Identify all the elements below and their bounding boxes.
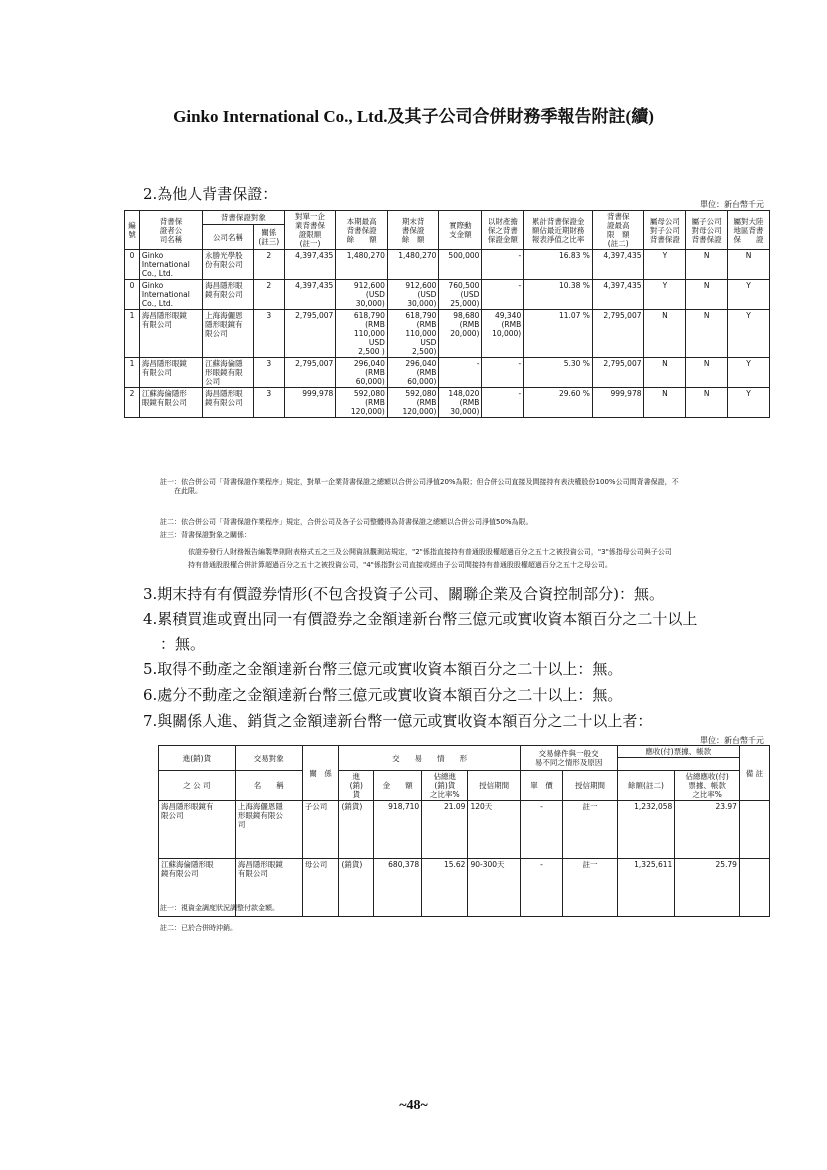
cell-no: 0	[125, 250, 140, 280]
cell-pct: 21.09	[422, 801, 468, 859]
cell-recvpct: 25.79	[675, 859, 740, 917]
cell-period: 90-300天	[468, 859, 520, 917]
cell-ratio: 11.07 %	[524, 310, 593, 358]
table-row	[125, 388, 770, 418]
cell-pct: 15.62	[422, 859, 468, 917]
cell-period2: 註一	[563, 801, 617, 859]
cell-max: 296,040 (RMB 60,000)	[336, 358, 388, 388]
cell-limit: 2,795,007	[284, 358, 336, 388]
col-ratio: 累計背書保證金 額佔最近期財務 報表淨值之比率	[524, 211, 593, 250]
note-3-detail: 依證券發行人財務報告編製準則附表格式五之三及公開資訊觀測站規定，"2"係指直接持有普通股股權超過百分之五十之被投資公司，"3"係指母公司與子公司 持有普通股股權合併計算超過百分之五十之被投資公司，"4"係指對公司直接或經由子公司間接持有普通股股權超過百分之五十之母公司。	[188, 548, 672, 570]
cell-maxlimit: 4,397,435	[592, 280, 644, 310]
note-3: 註三：背書保證對象之關係：	[160, 531, 251, 539]
cell-type: (銷貨)	[339, 801, 374, 859]
cell-actual: 98,680 (RMB 20,000)	[439, 310, 482, 358]
col-china: 屬對大陸 地區背書 保 證	[728, 211, 770, 250]
cell-collateral: -	[482, 358, 524, 388]
col-period2: 授信期間	[563, 771, 617, 801]
note2-2: 註二：已於合併時沖銷。	[160, 924, 237, 932]
cell-ratio: 5.30 %	[524, 358, 593, 388]
table-row	[125, 280, 770, 310]
col-type: 進 (銷) 貨	[339, 771, 374, 801]
cell-collateral: -	[482, 280, 524, 310]
cell-no: 0	[125, 280, 140, 310]
cell-collateral: 49,340 (RMB 10,000)	[482, 310, 524, 358]
col-endorser: 背書保 證者公 司名稱	[139, 211, 202, 250]
cell-end: 1,480,270	[387, 250, 439, 280]
unit-label-1: 單位：新台幣千元	[700, 200, 764, 209]
cell-p2s: Y	[644, 250, 686, 280]
endorsement-table	[124, 210, 770, 418]
col-transaction: 交 易 情 形	[339, 746, 520, 771]
cell-max: 592,080 (RMB 120,000)	[336, 388, 388, 418]
cell-end: 618,790 (RMB 110,000 USD 2,500)	[387, 310, 439, 358]
cell-p2s: Y	[644, 280, 686, 310]
cell-actual: 148,020 (RMB 30,000)	[439, 388, 482, 418]
item-5: 5.取得不動產之金額達新台幣三億元或實收資本額百分之二十以上：無。	[143, 660, 623, 678]
cell-collateral: -	[482, 388, 524, 418]
col-relation: 關 係	[302, 746, 339, 801]
col-name: 名 稱	[235, 771, 302, 801]
cell-type: (銷貨)	[339, 859, 374, 917]
cell-name: 海昌隱形眼鏡 有限公司	[235, 859, 302, 917]
cell-max: 1,480,270	[336, 250, 388, 280]
cell-max: 618,790 (RMB 110,000 USD 2,500 )	[336, 310, 388, 358]
cell-p2s: N	[644, 388, 686, 418]
cell-endorser: Ginko International Co., Ltd.	[139, 280, 202, 310]
cell-balance: 1,232,058	[617, 801, 675, 859]
col-target: 背書保證對象	[203, 211, 285, 225]
cell-price: -	[520, 801, 563, 859]
cell-endorser: Ginko International Co., Ltd.	[139, 250, 202, 280]
cell-china: Y	[728, 388, 770, 418]
related-party-table	[158, 745, 770, 917]
col-balance: 餘額(註二)	[617, 771, 675, 801]
cell-balance: 1,325,611	[617, 859, 675, 917]
cell-relation: 子公司	[302, 801, 339, 859]
cell-actual: 760,500 (USD 25,000)	[439, 280, 482, 310]
cell-maxlimit: 2,795,007	[592, 358, 644, 388]
cell-company: 海昌隱形眼 鏡有限公司	[203, 388, 254, 418]
cell-s2p: N	[686, 388, 728, 418]
col-remark: 備 註	[739, 746, 769, 801]
page-title: Ginko International Co., Ltd.及其子公司合併財務季報告附註(續)	[173, 107, 654, 126]
cell-s2p: N	[686, 280, 728, 310]
col-actual: 實際動 支金額	[439, 211, 482, 250]
cell-relation: 2	[253, 250, 284, 280]
cell-ratio: 10.38 %	[524, 280, 593, 310]
col-company: 公司名稱	[203, 225, 254, 250]
cell-limit: 4,397,435	[284, 280, 336, 310]
cell-limit: 999,978	[284, 388, 336, 418]
cell-maxlimit: 2,795,007	[592, 310, 644, 358]
col-price: 單 價	[520, 771, 563, 801]
cell-company: 永勝光學股 份有限公司	[203, 250, 254, 280]
section-2-heading: 2.為他人背書保證：	[143, 185, 278, 203]
cell-remark	[739, 859, 769, 917]
table-row	[125, 310, 770, 358]
cell-max: 912,600 (USD 30,000)	[336, 280, 388, 310]
col-party: 交易對象	[235, 746, 302, 771]
cell-maxlimit: 999,978	[592, 388, 644, 418]
cell-relation: 3	[253, 388, 284, 418]
cell-china: Y	[728, 358, 770, 388]
cell-company: 海昌隱形眼鏡有 限公司	[159, 801, 236, 859]
cell-endorser: 江蘇海倫隱形 眼鏡有限公司	[139, 388, 202, 418]
item-4-cont: ：無。	[160, 635, 206, 653]
item-3: 3.期末持有有價證券情形(不包含投資子公司、關聯企業及合資控制部分)：無。	[143, 585, 665, 603]
cell-s2p: N	[686, 358, 728, 388]
col-max: 本期最高 背書保證 餘 額	[336, 211, 388, 250]
cell-company: 海昌隱形眼 鏡有限公司	[203, 280, 254, 310]
cell-end: 592,080 (RMB 120,000)	[387, 388, 439, 418]
cell-company: 江蘇海倫隱 形眼鏡有限 公司	[203, 358, 254, 388]
cell-p2s: N	[644, 310, 686, 358]
cell-price: -	[520, 859, 563, 917]
cell-ratio: 29.60 %	[524, 388, 593, 418]
cell-no: 1	[125, 358, 140, 388]
col-diff: 交易條件與一般交 易不同之情形及原因	[520, 746, 617, 771]
cell-amount: 918,710	[374, 801, 422, 859]
unit-label-2: 單位：新台幣千元	[700, 736, 764, 745]
cell-no: 1	[125, 310, 140, 358]
table-row	[159, 801, 770, 859]
note2-1: 註一：視資金調度狀況調整付款金額。	[160, 904, 279, 912]
cell-ratio: 16.83 %	[524, 250, 593, 280]
cell-actual: -	[439, 358, 482, 388]
col-recv-pct: 佔總應收(付) 票據、帳款 之比率%	[675, 771, 740, 801]
cell-remark	[739, 801, 769, 859]
col-collateral: 以財產擔 保之背書 保證金額	[482, 211, 524, 250]
col-receivable: 應收(付)票據、帳款	[617, 746, 739, 758]
col-no: 編 號	[125, 211, 140, 250]
cell-limit: 2,795,007	[284, 310, 336, 358]
col-limit: 對單一企 業背書保 證限額 (註一)	[284, 211, 336, 250]
cell-no: 2	[125, 388, 140, 418]
cell-china: Y	[728, 310, 770, 358]
item-6: 6.處分不動產之金額達新台幣三億元或實收資本額百分之二十以上：無。	[143, 686, 623, 704]
cell-period2: 註一	[563, 859, 617, 917]
cell-s2p: N	[686, 250, 728, 280]
cell-collateral: -	[482, 250, 524, 280]
col-parent-to-sub: 屬母公司 對子公司 背書保證	[644, 211, 686, 250]
col-sub-to-parent: 屬子公司 對母公司 背書保證	[686, 211, 728, 250]
cell-recvpct: 23.97	[675, 801, 740, 859]
note-1: 註一：依合併公司「背書保證作業程序」規定，對單一企業背書保證之總額以合併公司淨值20%為限；但合併公司直接及間接持有表決權股份100%公司間背書保證，不 在此限。	[160, 478, 679, 496]
col-amount: 金 額	[374, 771, 422, 801]
cell-name: 上海海儷恩隱 形眼鏡有限公 司	[235, 801, 302, 859]
page-number: ~48~	[399, 1098, 428, 1113]
cell-relation: 3	[253, 310, 284, 358]
col-pct: 佔總進 (銷)貨 之比率%	[422, 771, 468, 801]
item-7: 7.與關係人進、銷貨之金額達新台幣一億元或實收資本額百分之二十以上者：	[143, 712, 653, 730]
cell-relation: 3	[253, 358, 284, 388]
cell-china: Y	[728, 280, 770, 310]
cell-company: 上海海儷恩 隱形眼鏡有 限公司	[203, 310, 254, 358]
cell-endorser: 海昌隱形眼鏡 有限公司	[139, 310, 202, 358]
col-company: 之 公 司	[159, 771, 236, 801]
cell-period: 120天	[468, 801, 520, 859]
cell-s2p: N	[686, 310, 728, 358]
col-relation: 關係 (註三)	[253, 225, 284, 250]
cell-p2s: N	[644, 358, 686, 388]
cell-amount: 680,378	[374, 859, 422, 917]
cell-maxlimit: 4,397,435	[592, 250, 644, 280]
cell-end: 912,600 (USD 30,000)	[387, 280, 439, 310]
cell-relation: 2	[253, 280, 284, 310]
cell-endorser: 海昌隱形眼鏡 有限公司	[139, 358, 202, 388]
cell-limit: 4,397,435	[284, 250, 336, 280]
col-end: 期末背 書保證 餘 額	[387, 211, 439, 250]
table-row	[125, 358, 770, 388]
item-4: 4.累積買進或賣出同一有價證券之金額達新台幣三億元或實收資本額百分之二十以上	[143, 610, 698, 628]
cell-actual: 500,000	[439, 250, 482, 280]
col-period: 授信期間	[468, 771, 520, 801]
cell-company: 江蘇海倫隱形眼 鏡有限公司	[159, 859, 236, 917]
cell-relation: 母公司	[302, 859, 339, 917]
table-row	[125, 250, 770, 280]
cell-end: 296,040 (RMB 60,000)	[387, 358, 439, 388]
col-buyer: 進(銷)貨	[159, 746, 236, 771]
note-2: 註二：依合併公司「背書保證作業程序」規定，合併公司及各子公司整體得為背書保證之總額以合併公司淨值50%為限。	[160, 518, 533, 526]
col-maxlimit: 背書保 證最高 限 額 (註二)	[592, 211, 644, 250]
cell-china: N	[728, 250, 770, 280]
